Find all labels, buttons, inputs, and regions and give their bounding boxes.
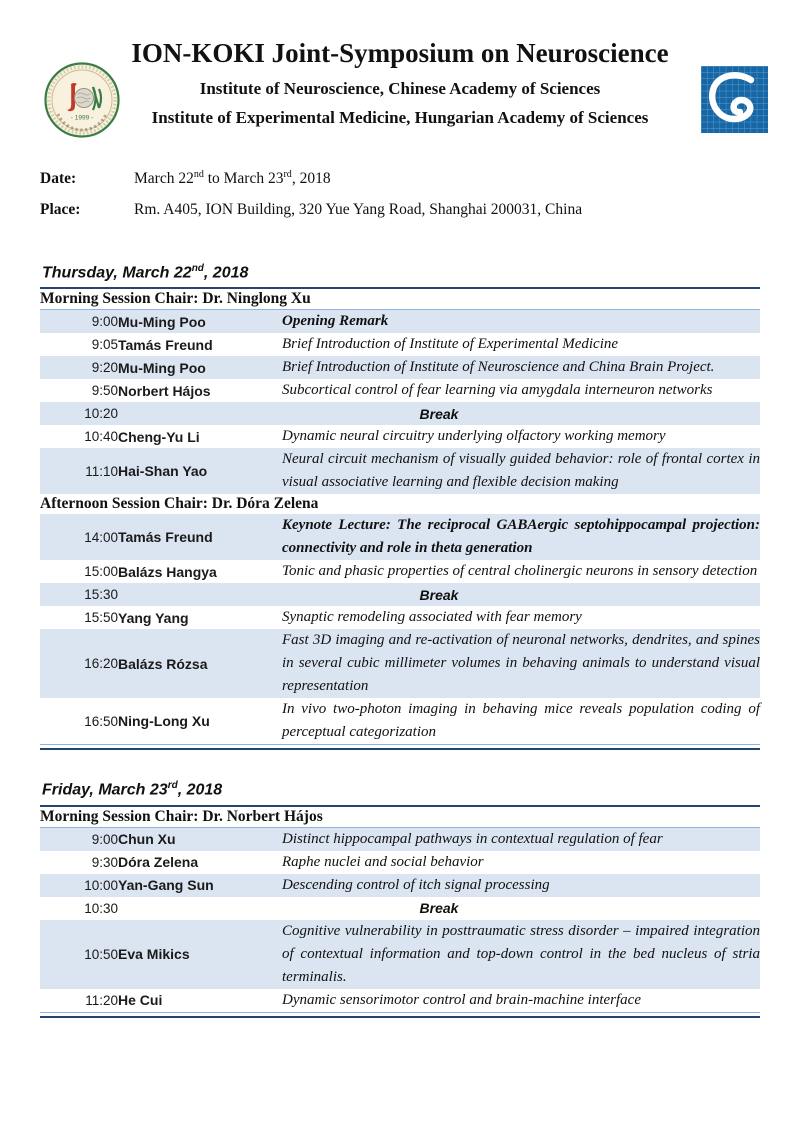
schedule-table-thursday <box>40 287 760 744</box>
talk-title: Descending control of itch signal processing <box>282 876 550 893</box>
talk-time: 16:20 <box>84 656 118 672</box>
talk-title: Synaptic remodeling associated with fear memory <box>282 609 582 626</box>
session-chair-label: Afternoon Session Chair: Dr. Dóra Zelena <box>40 495 319 513</box>
talk-time: 15:30 <box>84 587 118 603</box>
talk-row <box>40 448 760 494</box>
talk-row <box>40 920 760 989</box>
break-row <box>40 583 760 606</box>
speaker-name: Chun Xu <box>118 831 176 848</box>
table-bottom-border <box>40 744 760 750</box>
talk-time: 10:00 <box>84 877 118 893</box>
seal-year: - 1999 - <box>70 114 94 122</box>
speaker-name: Tamás Freund <box>118 529 213 546</box>
talk-title: Keynote Lecture: The reciprocal GABAergic septohippocampal projection: connectivity and role in theta generation <box>282 517 760 557</box>
speaker-name: Hai-Shan Yao <box>118 463 208 480</box>
talk-title: Raphe nuclei and social behavior <box>282 853 484 870</box>
break-label: Break <box>419 586 459 603</box>
speaker-name: Mu-Ming Poo <box>118 313 206 330</box>
talk-row <box>40 827 760 851</box>
talk-row <box>40 356 760 379</box>
speaker-name: Eva Mikics <box>118 946 190 963</box>
speaker-name: Cheng-Yu Li <box>118 428 200 445</box>
talk-time: 9:00 <box>91 831 118 847</box>
break-label: Break <box>419 900 459 917</box>
talk-row <box>40 333 760 356</box>
talk-time: 9:50 <box>91 383 118 399</box>
session-chair-label: Morning Session Chair: Dr. Ninglong Xu <box>40 288 760 310</box>
day-heading-text: Friday, March 23 <box>42 781 168 799</box>
talk-time: 9:20 <box>91 360 118 376</box>
talk-title: Dynamic sensorimotor control and brain-machine interface <box>282 991 641 1008</box>
talk-row <box>40 514 760 560</box>
talk-title: Brief Introduction of Institute of Experimental Medicine <box>282 336 619 353</box>
talk-title: Distinct hippocampal pathways in contextual regulation of fear <box>282 830 663 847</box>
talk-title: Fast 3D imaging and re-activation of neuronal networks, dendrites, and spines in several cubic millimeter volumes in behaving animals to understand visual representation <box>282 632 760 695</box>
speaker-name: Yang Yang <box>118 609 189 626</box>
break-label: Break <box>419 405 459 422</box>
day-heading-text: , 2018 <box>203 264 249 282</box>
talk-row <box>40 379 760 402</box>
talk-time: 9:00 <box>91 314 118 330</box>
break-row <box>40 897 760 920</box>
day-heading-text: Thursday, March 22 <box>42 264 192 282</box>
talk-time: 10:30 <box>84 900 118 916</box>
date-part: , 2018 <box>291 170 331 187</box>
speaker-name: Norbert Hájos <box>118 382 211 399</box>
talk-row <box>40 698 760 744</box>
talk-title: Neural circuit mechanism of visually guided behavior: role of frontal cortex in visual associative learning and flexible decision making <box>282 451 760 491</box>
talk-time: 15:50 <box>84 610 118 626</box>
koki-institute-logo <box>701 66 768 133</box>
talk-time: 15:00 <box>84 564 118 580</box>
speaker-name: Tamás Freund <box>118 336 213 353</box>
date-value <box>134 170 760 188</box>
chair-row <box>40 806 760 828</box>
event-info <box>40 170 760 219</box>
talk-row <box>40 606 760 629</box>
speaker-name: Balázs Hangya <box>118 563 217 580</box>
speaker-name: Balázs Rózsa <box>118 655 208 672</box>
day-heading-ordinal: rd <box>167 780 178 792</box>
speaker-name: He Cui <box>118 992 163 1009</box>
day-section-thursday <box>40 263 760 750</box>
talk-title: Tonic and phasic properties of central cholinergic neurons in sensory detection <box>282 563 758 580</box>
talk-title: Opening Remark <box>282 313 389 330</box>
talk-row <box>40 310 760 334</box>
date-ordinal: rd <box>283 168 292 180</box>
header <box>40 38 760 144</box>
talk-title: Brief Introduction of Institute of Neuroscience and China Brain Project. <box>282 359 715 376</box>
speaker-name: Ning-Long Xu <box>118 713 210 730</box>
talk-row <box>40 629 760 698</box>
talk-row <box>40 560 760 583</box>
talk-title: Cognitive vulnerability in posttraumatic stress disorder – impaired integration of contextual information and top-down control in the bed nucleus of stria terminalis. <box>282 922 760 985</box>
talk-time: 16:50 <box>84 713 118 729</box>
place-row <box>40 201 760 219</box>
date-part: March 22 <box>134 170 194 187</box>
session-chair-label: Morning Session Chair: Dr. Norbert Hájos <box>40 806 760 828</box>
talk-time: 10:20 <box>84 406 118 422</box>
date-row <box>40 170 760 188</box>
place-label: Place: <box>40 201 81 218</box>
talk-title: Subcortical control of fear learning via amygdala interneuron networks <box>282 382 713 399</box>
place-value: Rm. A405, ION Building, 320 Yue Yang Road, Shanghai 200031, China <box>134 201 583 218</box>
ion-institute-logo <box>44 62 120 138</box>
talk-row <box>40 989 760 1012</box>
seal-brain <box>75 89 94 108</box>
day-heading-friday <box>42 780 760 799</box>
day-heading-ordinal: nd <box>191 263 204 274</box>
talk-time: 10:50 <box>84 946 118 962</box>
table-bottom-border <box>40 1012 760 1018</box>
break-row <box>40 402 760 425</box>
schedule-table-friday <box>40 805 760 1012</box>
day-heading-thursday <box>42 263 760 282</box>
date-label: Date: <box>40 170 77 187</box>
chair-row <box>40 288 760 310</box>
title-block <box>40 38 760 128</box>
symposium-title: ION-KOKI Joint-Symposium on Neuroscience <box>131 38 669 68</box>
chair-row <box>40 494 760 514</box>
date-ordinal: nd <box>193 168 204 180</box>
talk-time: 14:00 <box>84 529 118 545</box>
speaker-name: Mu-Ming Poo <box>118 359 206 376</box>
subtitle-koki: Institute of Experimental Medicine, Hungarian Academy of Sciences <box>151 108 649 127</box>
talk-time: 11:20 <box>85 992 118 1008</box>
talk-row <box>40 851 760 874</box>
talk-time: 9:30 <box>91 854 118 870</box>
talk-row <box>40 874 760 897</box>
talk-title: In vivo two-photon imaging in behaving mice reveals population coding of perceptual categorization <box>282 701 760 741</box>
speaker-name: Yan-Gang Sun <box>118 877 214 894</box>
talk-row <box>40 425 760 448</box>
talk-time: 11:10 <box>85 463 118 479</box>
date-part: to March 23 <box>203 170 284 187</box>
subtitle-ion: Institute of Neuroscience, Chinese Academy of Sciences <box>199 79 601 98</box>
talk-time: 10:40 <box>84 429 118 445</box>
day-section-friday <box>40 780 760 1017</box>
talk-title: Dynamic neural circuitry underlying olfactory working memory <box>282 428 666 445</box>
talk-time: 9:05 <box>91 337 118 353</box>
speaker-name: Dóra Zelena <box>118 854 199 871</box>
day-heading-text: , 2018 <box>177 781 223 799</box>
